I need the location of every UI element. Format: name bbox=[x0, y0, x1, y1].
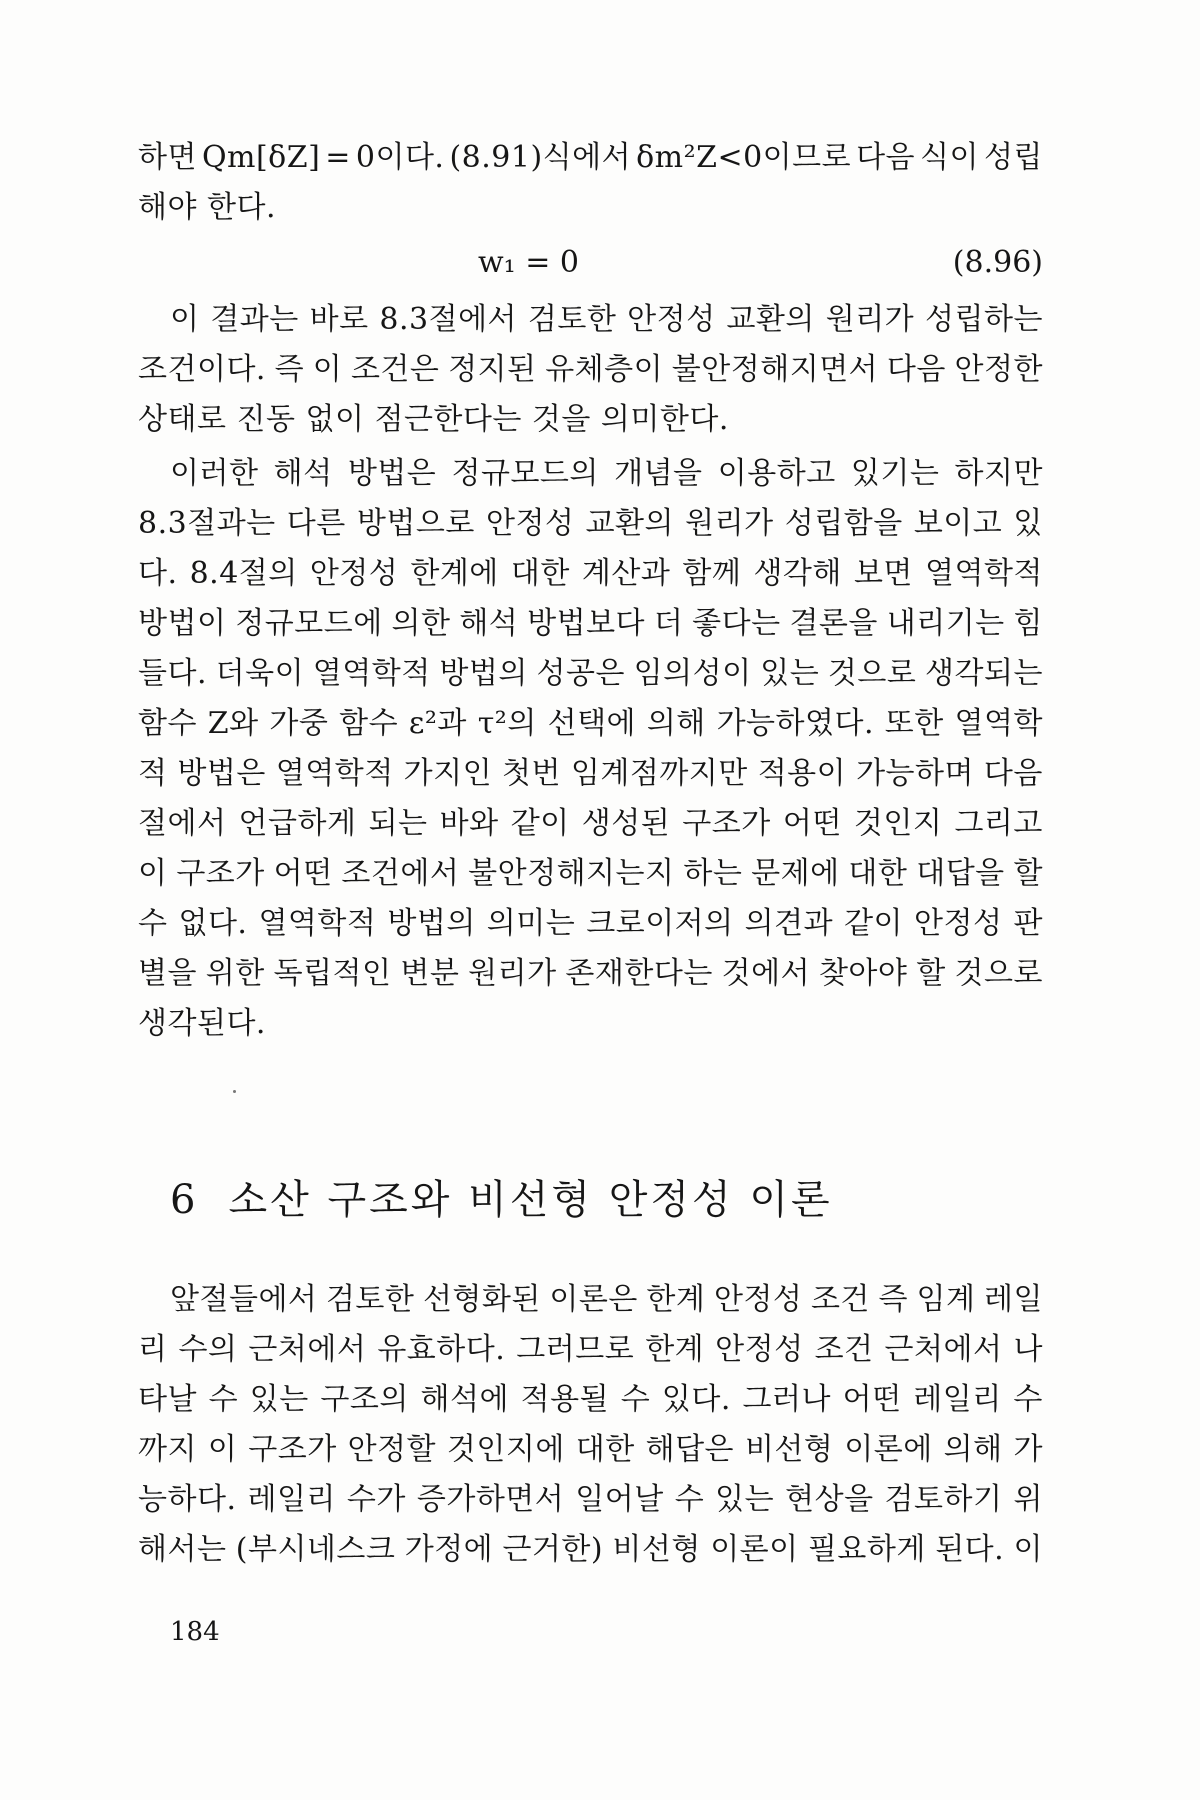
word: 안정성 bbox=[715, 1332, 804, 1367]
text-line bbox=[138, 804, 1043, 844]
word: 가 bbox=[1013, 1432, 1043, 1467]
word: 방법은 bbox=[177, 756, 266, 791]
word: 레일 bbox=[984, 1282, 1043, 1317]
word: 비선형 bbox=[612, 1532, 701, 1567]
word: 것인지에 bbox=[446, 1432, 565, 1467]
word: 검토한 bbox=[325, 1282, 415, 1317]
word: 구조가 bbox=[248, 1432, 337, 1467]
word: 것인지 bbox=[853, 806, 943, 841]
word: 대한 bbox=[510, 556, 570, 591]
word: 독립적인 bbox=[273, 956, 392, 991]
word: 있는 bbox=[715, 1482, 775, 1517]
word: 개념을 bbox=[614, 456, 703, 491]
word: 다음 bbox=[886, 352, 946, 387]
word: 들다. bbox=[138, 656, 207, 691]
word: 불안정해지는지 bbox=[468, 856, 675, 891]
word: 있는 bbox=[249, 1382, 309, 1417]
word: 의해 bbox=[646, 706, 706, 741]
word: 이 bbox=[207, 1432, 238, 1467]
word: 8.3절과는 bbox=[138, 506, 276, 541]
word: 의한 bbox=[391, 606, 451, 641]
word: 방법은 bbox=[347, 456, 437, 491]
word: 있는 bbox=[760, 656, 820, 691]
text-line bbox=[138, 1530, 1043, 1570]
word: 나 bbox=[1013, 1332, 1043, 1367]
word: 열역학적 bbox=[924, 556, 1043, 591]
word: 수 bbox=[138, 906, 168, 941]
word: Qm[δZ] bbox=[201, 140, 321, 175]
word: 방법의 bbox=[387, 906, 476, 941]
section-title-text: 소산 구조와 비선형 안정성 이론 bbox=[228, 1177, 833, 1223]
word: 함수 bbox=[339, 706, 399, 741]
word: 까지 bbox=[138, 1432, 197, 1467]
word: 방법이 bbox=[138, 606, 227, 641]
word: 이러한 bbox=[170, 456, 259, 491]
word: 것으로 bbox=[827, 656, 917, 691]
word: 해석 bbox=[273, 456, 333, 491]
text-line bbox=[138, 1480, 1043, 1520]
word: 즉 bbox=[274, 352, 305, 387]
word: 할 bbox=[916, 956, 946, 991]
word: 임계점까지만 bbox=[570, 756, 748, 791]
word: 앞절들에서 bbox=[170, 1282, 318, 1317]
word: 대한 bbox=[848, 856, 908, 891]
word: 안정성 bbox=[627, 302, 716, 337]
word: 다른 bbox=[286, 506, 346, 541]
word: 안정성 bbox=[485, 506, 575, 541]
word: 식이 bbox=[920, 140, 979, 175]
word: 한계에 bbox=[410, 556, 499, 591]
word: 안정할 bbox=[347, 1432, 437, 1467]
word: 위 bbox=[1013, 1482, 1043, 1517]
word: 임계 bbox=[916, 1282, 976, 1317]
word: 조건 bbox=[814, 1332, 874, 1367]
word: δm²Z<0이므로 bbox=[636, 140, 852, 175]
word: 조건 bbox=[810, 1282, 870, 1317]
word: 첫번 bbox=[502, 756, 561, 791]
word: 방법보다 bbox=[527, 606, 646, 641]
word: 근처에서 bbox=[248, 1332, 367, 1367]
text-line bbox=[138, 1380, 1043, 1420]
word: 구조가 bbox=[682, 806, 771, 841]
word: 대한 bbox=[575, 1432, 635, 1467]
word: 가능하였다. bbox=[716, 706, 875, 741]
word: 일어날 bbox=[575, 1482, 664, 1517]
word: 결론을 bbox=[789, 606, 878, 641]
word: 방법의 bbox=[439, 656, 528, 691]
word: 함수 bbox=[138, 706, 197, 741]
word: 것에서 bbox=[721, 956, 811, 991]
word: 열역학적 bbox=[312, 656, 431, 691]
word: 별을 bbox=[138, 956, 197, 991]
word: 보이고 bbox=[913, 506, 1003, 541]
word: 함께 bbox=[682, 556, 742, 591]
word: 근거한) bbox=[502, 1532, 604, 1567]
word: 해석 bbox=[459, 606, 519, 641]
word: 이 bbox=[138, 856, 168, 891]
word: 가능하며 bbox=[856, 756, 974, 791]
word: 임의성이 bbox=[633, 656, 752, 691]
word: 증가하면서 bbox=[416, 1482, 565, 1517]
word: 성립하는 bbox=[925, 302, 1043, 337]
word: 같이 bbox=[510, 806, 570, 841]
text-line bbox=[138, 138, 1043, 178]
word: 하는 bbox=[683, 856, 743, 891]
word: 선형화된 bbox=[422, 1282, 541, 1317]
word: 이용하고 bbox=[717, 456, 836, 491]
text-line bbox=[138, 504, 1043, 544]
word: (부시네스크 bbox=[235, 1532, 396, 1567]
text-line: 생각된다. bbox=[138, 1006, 266, 1041]
word: 조건에서 bbox=[341, 856, 460, 891]
word: 이론에 bbox=[844, 1432, 933, 1467]
word: 변분 bbox=[400, 956, 460, 991]
word: 선택에 bbox=[547, 706, 637, 741]
word: = bbox=[325, 140, 351, 175]
word: 근처에서 bbox=[884, 1332, 1003, 1367]
text-line bbox=[170, 1280, 1043, 1320]
word: 타날 bbox=[138, 1382, 197, 1417]
word: 가정에 bbox=[404, 1532, 494, 1567]
word: (8.91)식에서 bbox=[449, 140, 632, 175]
word: 크로이저의 bbox=[586, 906, 734, 941]
text-line bbox=[138, 704, 1043, 744]
word: 교환의 bbox=[726, 302, 815, 337]
word: 8.4절의 bbox=[189, 556, 298, 591]
text-line bbox=[138, 350, 1043, 390]
text-line bbox=[138, 954, 1043, 994]
word: 하지만 bbox=[954, 456, 1043, 491]
word: 조건은 bbox=[350, 352, 440, 387]
word: τ²의 bbox=[477, 706, 537, 741]
word: 의견과 bbox=[744, 906, 834, 941]
word: 적용될 bbox=[520, 1382, 610, 1417]
word: 그리고 bbox=[954, 806, 1043, 841]
word: 조건이다. bbox=[138, 352, 266, 387]
word: 안정성 bbox=[309, 556, 399, 591]
word: 수 bbox=[620, 1382, 651, 1417]
word: 있다. bbox=[661, 1382, 731, 1417]
word: 능하다. bbox=[138, 1482, 237, 1517]
word: 적 bbox=[138, 756, 168, 791]
word: 수 bbox=[208, 1382, 239, 1417]
word: 가중 bbox=[269, 706, 329, 741]
word: 어떤 bbox=[842, 1382, 902, 1417]
word: 열역학적 bbox=[275, 756, 394, 791]
word: 그러나 bbox=[742, 1382, 831, 1417]
word: 안정성 bbox=[713, 1282, 803, 1317]
word: 더욱이 bbox=[215, 656, 305, 691]
word: 검토하기 bbox=[884, 1482, 1003, 1517]
text-line bbox=[170, 300, 1043, 340]
word: 되는 bbox=[368, 806, 428, 841]
word: 하면 bbox=[138, 140, 197, 175]
word: 구조의 bbox=[320, 1382, 409, 1417]
word: 이 bbox=[170, 302, 200, 337]
word: 결과는 bbox=[210, 302, 299, 337]
word: 언급하게 bbox=[238, 806, 357, 841]
text-line bbox=[138, 654, 1043, 694]
word: 적용이 bbox=[757, 756, 847, 791]
word: 수가 bbox=[346, 1482, 406, 1517]
word: 또한 bbox=[884, 706, 944, 741]
word: 원리가 bbox=[825, 302, 915, 337]
word: 열역학 bbox=[954, 706, 1043, 741]
word: 현상을 bbox=[785, 1482, 874, 1517]
word: 가지인 bbox=[403, 756, 493, 791]
word: 이론이 bbox=[710, 1532, 799, 1567]
word: 레일리 bbox=[247, 1482, 336, 1517]
equation-body: w₁ = 0 bbox=[478, 245, 580, 280]
page-number: 184 bbox=[170, 1617, 220, 1647]
word: 된다. bbox=[935, 1532, 1005, 1567]
word: 수 bbox=[674, 1482, 705, 1517]
word: 바와 bbox=[439, 806, 499, 841]
text-line bbox=[138, 754, 1043, 794]
word: 보면 bbox=[853, 556, 913, 591]
word: 위한 bbox=[205, 956, 265, 991]
word: 문제에 bbox=[751, 856, 840, 891]
word: 좋다는 bbox=[692, 606, 781, 641]
word: 어떤 bbox=[782, 806, 842, 841]
word: 성공은 bbox=[536, 656, 625, 691]
word: 검토한 bbox=[527, 302, 617, 337]
word: 다. bbox=[138, 556, 178, 591]
word: 불안정해지면서 bbox=[671, 352, 879, 387]
word: 판 bbox=[1013, 906, 1043, 941]
word: 내리기는 bbox=[886, 606, 1005, 641]
word: 없다. bbox=[178, 906, 248, 941]
word: 리 bbox=[138, 1332, 168, 1367]
word: 해석에 bbox=[420, 1382, 509, 1417]
word: 있 bbox=[1013, 506, 1043, 541]
word: 해서는 bbox=[138, 1532, 227, 1567]
text-line: 해야 한다. bbox=[138, 190, 276, 225]
word: 원리가 bbox=[685, 506, 774, 541]
word: 8.3절에서 bbox=[379, 302, 518, 337]
word: 이 bbox=[312, 352, 343, 387]
word: Z와 bbox=[207, 706, 259, 741]
equation-number: (8.96) bbox=[952, 245, 1043, 280]
word: 어떤 bbox=[273, 856, 333, 891]
section-heading bbox=[170, 1175, 833, 1225]
word: 안정한 bbox=[954, 352, 1043, 387]
word: 구조가 bbox=[176, 856, 265, 891]
word: 생성된 bbox=[581, 806, 671, 841]
word: 있기는 bbox=[850, 456, 940, 491]
word: 유체층이 bbox=[545, 352, 664, 387]
text-line bbox=[138, 554, 1043, 594]
word: 수의 bbox=[178, 1332, 238, 1367]
text-line bbox=[138, 604, 1043, 644]
word: 교환의 bbox=[585, 506, 675, 541]
word: 성립 bbox=[983, 140, 1043, 175]
word: 이 bbox=[1013, 1532, 1043, 1567]
word: 그러므로 bbox=[516, 1332, 635, 1367]
word: 대답을 bbox=[916, 856, 1005, 891]
word: 더 bbox=[653, 606, 684, 641]
section-number: 6 bbox=[170, 1177, 199, 1223]
word: 유효하다. bbox=[377, 1332, 506, 1367]
word: 것으로 bbox=[954, 956, 1043, 991]
word: 의미는 bbox=[486, 906, 576, 941]
word: ε²과 bbox=[408, 706, 467, 741]
word: 즉 bbox=[878, 1282, 908, 1317]
text-line bbox=[138, 1430, 1043, 1470]
word: 생각해 bbox=[753, 556, 842, 591]
word: 원리가 bbox=[468, 956, 557, 991]
word: 다음 bbox=[983, 756, 1043, 791]
word: 성립함을 bbox=[784, 506, 903, 541]
word: 정규모드에 bbox=[235, 606, 383, 641]
word: 수 bbox=[1013, 1382, 1043, 1417]
word: 힘 bbox=[1013, 606, 1043, 641]
word: 0이다. bbox=[355, 140, 445, 175]
word: 절에서 bbox=[138, 806, 227, 841]
word: 열역학적 bbox=[258, 906, 377, 941]
word: 같이 bbox=[844, 906, 904, 941]
word: 비선형 bbox=[744, 1432, 834, 1467]
word: 레일리 bbox=[913, 1382, 1002, 1417]
text-line bbox=[138, 1330, 1043, 1370]
text-line bbox=[138, 854, 1043, 894]
word: 할 bbox=[1013, 856, 1043, 891]
word: 이론은 bbox=[549, 1282, 638, 1317]
word: 계산과 bbox=[581, 556, 671, 591]
word: 해답은 bbox=[645, 1432, 735, 1467]
word: 한계 bbox=[646, 1282, 706, 1317]
word: 정규모드의 bbox=[451, 456, 599, 491]
word: 한계 bbox=[645, 1332, 705, 1367]
word: 안정성 bbox=[914, 906, 1003, 941]
word: 방법으로 bbox=[356, 506, 475, 541]
word: 존재한다는 bbox=[565, 956, 713, 991]
word: 다음 bbox=[856, 140, 916, 175]
text-line: 상태로 진동 없이 점근한다는 것을 의미한다. bbox=[138, 402, 729, 437]
text-line bbox=[170, 454, 1043, 494]
word: 생각되는 bbox=[925, 656, 1043, 691]
word: 바로 bbox=[309, 302, 369, 337]
word: 의해 bbox=[943, 1432, 1003, 1467]
word: 정지된 bbox=[448, 352, 537, 387]
word: 찾아야 bbox=[818, 956, 908, 991]
word: 필요하게 bbox=[807, 1532, 926, 1567]
text-line bbox=[138, 904, 1043, 944]
page-speck bbox=[233, 1090, 236, 1093]
